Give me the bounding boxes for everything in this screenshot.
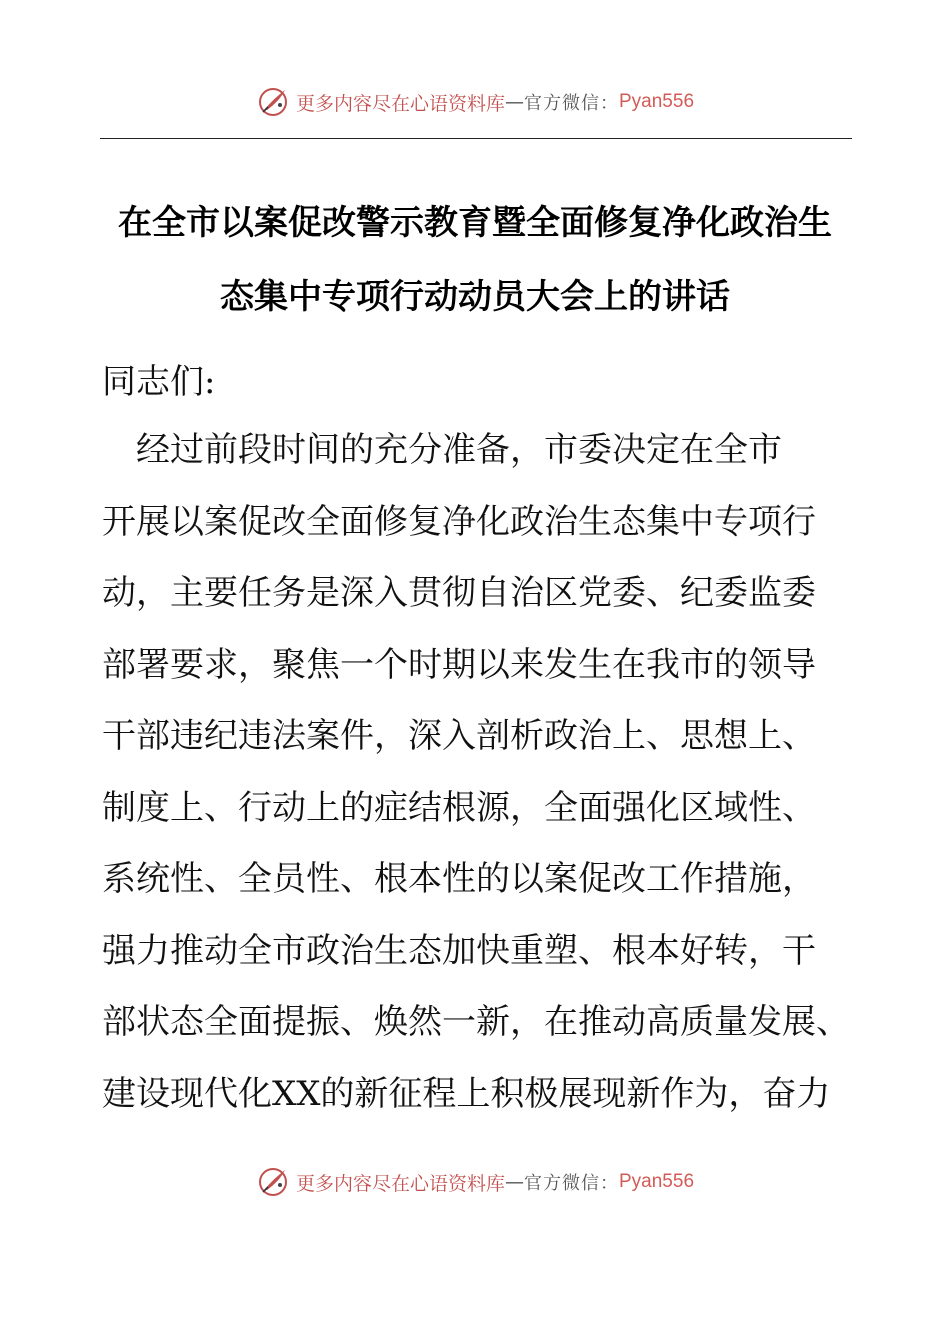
banner-wechat-label: 官方微信： bbox=[524, 1173, 619, 1194]
body-line: 建设现代化XX的新征程上积极展现新作为，奋力 bbox=[102, 1073, 831, 1114]
banner-separator: — bbox=[505, 91, 524, 113]
greeting: 同志们: bbox=[102, 362, 216, 402]
header-banner bbox=[0, 80, 950, 124]
footer-banner bbox=[0, 1160, 950, 1204]
banner-text: 更多内容尽在心语资料库 bbox=[295, 1172, 505, 1195]
banner-wechat-id: Pyan556 bbox=[619, 1171, 695, 1192]
body-line: 强力推动全市政治生态加快重塑、根本好转，干 bbox=[102, 930, 816, 971]
body-paragraph bbox=[102, 420, 862, 1135]
body-line: 经过前段时间的充分准备，市委决定在全市 bbox=[102, 430, 782, 470]
banner-wechat-id: Pyan556 bbox=[619, 91, 695, 112]
title-line: 在全市以案促改警示教育暨全面修复净化政治生 bbox=[118, 203, 832, 243]
banner-wechat-label: 官方微信： bbox=[524, 93, 619, 114]
banner-separator: — bbox=[505, 1171, 524, 1193]
body-line: 系统性、全员性、根本性的以案促改工作措施， bbox=[102, 859, 816, 899]
header-divider bbox=[100, 138, 852, 139]
document-title bbox=[90, 186, 860, 334]
body-line: 部署要求，聚焦一个时期以来发生在我市的领导 bbox=[102, 644, 816, 685]
banner-text: 更多内容尽在心语资料库 bbox=[295, 92, 505, 115]
body-line: 动，主要任务是深入贯彻自治区党委、纪委监委 bbox=[102, 573, 816, 613]
body-line: 开展以案促改全面修复净化政治生态集中专项行 bbox=[102, 501, 816, 542]
quill-logo-icon bbox=[256, 1165, 290, 1199]
quill-logo-icon bbox=[256, 85, 290, 119]
body-line: 部状态全面提振、焕然一新，在推动高质量发展、 bbox=[102, 1002, 850, 1042]
title-line: 态集中专项行动动员大会上的讲话 bbox=[220, 277, 730, 317]
body-line: 干部违纪违法案件，深入剖析政治上、思想上、 bbox=[102, 716, 816, 756]
body-line: 制度上、行动上的症结根源，全面强化区域性、 bbox=[102, 787, 816, 828]
